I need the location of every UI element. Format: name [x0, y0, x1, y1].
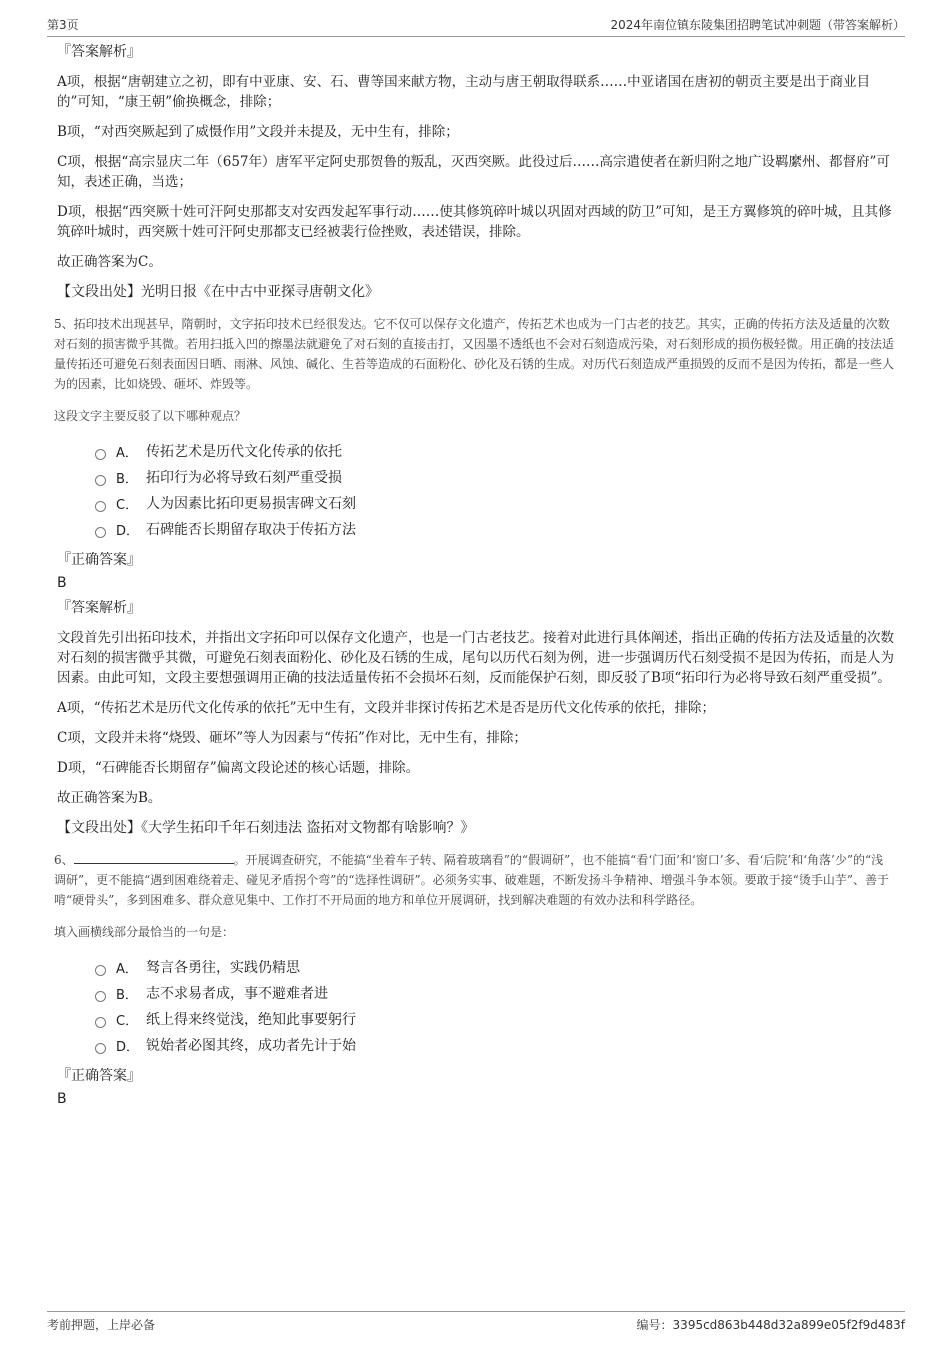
option-c[interactable] [95, 490, 897, 516]
analysis-paragraph: B项，“对西突厥起到了威慑作用”文段并未提及，无中生有，排除； [57, 124, 459, 140]
document-title: 2024年南位镇东陵集团招聘笔试冲刺题（带答案解析） [610, 18, 905, 32]
option-text: 锐始者必图其终，成功者先计于始 [146, 1038, 356, 1054]
radio-icon[interactable] [95, 965, 106, 976]
option-letter: A． [116, 961, 138, 977]
question-5-text: 5、拓印技术出现甚早，隋朝时，文字拓印技术已经很发达。它不仅可以保存文化遗产，传拓艺术也成为一门古老的技艺。其实，正确的传拓方法及适量的次数对石刻的损害微乎其微。若用扫抵入凹的擦墨法就避免了对石刻的直接击打，又因墨不透纸也不会对石刻造成污染，对石刻形成的损伤极轻微。用正确的技法适量传拓还可避免石刻表面因日晒、雨淋、风蚀、碱化、生苔等造成的石面粉化、砂化及石锈的生成。对历代石刻造成严重损毁的反而不是因为传拓，都是一些人为的因素，比如烧毁、砸坏、炸毁等。 [54, 317, 895, 391]
option-c[interactable] [95, 1006, 897, 1032]
analysis-paragraph: A项，“传拓艺术是历代文化传承的依托”无中生有，文段并非探讨传拓艺术是否是历代文化传承的依托，排除； [57, 700, 716, 716]
option-text: 志不求易者成，事不避难者进 [146, 986, 328, 1002]
source-citation: 【文段出处】光明日报《在中古中亚探寻唐朝文化》 [57, 284, 379, 300]
radio-icon[interactable] [95, 475, 106, 486]
radio-icon[interactable] [95, 991, 106, 1002]
analysis-paragraph: A项，根据“唐朝建立之初，即有中亚康、安、石、曹等国来献方物，主动与唐王朝取得联系……中亚诸国在唐初的朝贡主要是出于商业目的”可知，“康王朝”偷换概念，排除； [57, 74, 871, 110]
option-b[interactable] [95, 980, 897, 1006]
source-citation: 【文段出处】《大学生拓印千年石刻违法 盗拓对文物都有啥影响？》 [57, 820, 475, 836]
option-d[interactable] [95, 516, 897, 542]
option-text: 石碑能否长期留存取决于传拓方法 [146, 522, 356, 538]
analysis-paragraph: C项，根据“高宗显庆二年（657年）唐军平定阿史那贺鲁的叛乱，灭西突厥。此役过后……高宗遣使者在新归附之地广设羁縻州、都督府”可知，表述正确，当选； [57, 154, 890, 190]
question-5-options [57, 438, 897, 542]
document-body [54, 42, 897, 1114]
radio-icon[interactable] [95, 527, 106, 538]
analysis-paragraph: C项，文段并未将“烧毁、砸坏”等人为因素与“传拓”作对比，无中生有，排除； [57, 730, 527, 746]
option-letter: B． [116, 471, 138, 487]
footer-slogan: 考前押题，上岸必备 [47, 1318, 156, 1332]
radio-icon[interactable] [95, 449, 106, 460]
question-6-body: 。开展调查研究，不能搞“坐着车子转、隔着玻璃看”的“假调研”，也不能搞“看‘门面’和‘窗口’多、看‘后院’和‘角落’少”的“浅调研”，更不能搞“遇到困难绕着走、碰见矛盾拐个弯”的“选择性调研”。必须务实事、破难题，不断发扬斗争精神、增强斗争本领。要敢于接“烫手山芋”、善于啃“硬骨头”，多到困难多、群众意见集中、工作打不开局面的地方和单位开展调研，找到解决难题的有效办法和科学路径。 [54, 853, 889, 907]
radio-icon[interactable] [95, 501, 106, 512]
analysis-paragraph: D项，根据“西突厥十姓可汗阿史那都支对安西发起军事行动……使其修筑碎叶城以巩固对西域的防卫”可知，是王方翼修筑的碎叶城，且其修筑碎叶城时，西突厥十姓可汗阿史那都支已经被裴行俭挫败，表述错误，排除。 [57, 204, 892, 240]
correct-answer-label: 『正确答案』 [57, 1068, 141, 1084]
question-6-prompt: 填入画横线部分最恰当的一句是： [54, 925, 235, 939]
option-text: 传拓艺术是历代文化传承的依托 [146, 444, 342, 460]
fill-blank [74, 851, 234, 864]
question-6-text [54, 850, 894, 910]
page-header [47, 14, 905, 37]
correct-answer: B [57, 575, 67, 591]
analysis-conclusion: 故正确答案为C。 [57, 254, 162, 270]
analysis-conclusion: 故正确答案为B。 [57, 790, 162, 806]
option-text: 人为因素比拓印更易损害碑文石刻 [146, 496, 356, 512]
page-number: 第3页 [47, 18, 79, 32]
option-letter: C． [116, 1013, 139, 1029]
analysis-label: 『答案解析』 [57, 600, 141, 616]
correct-answer: B [57, 1091, 67, 1107]
option-letter: D． [116, 523, 140, 539]
option-letter: B． [116, 987, 138, 1003]
radio-icon[interactable] [95, 1017, 106, 1028]
correct-answer-label: 『正确答案』 [57, 552, 141, 568]
radio-icon[interactable] [95, 1043, 106, 1054]
option-a[interactable] [95, 438, 897, 464]
analysis-paragraph: D项，“石碑能否长期留存”偏离文段论述的核心话题，排除。 [57, 760, 420, 776]
option-letter: C． [116, 497, 139, 513]
option-text: 驽言各勇往，实践仍精思 [146, 960, 300, 976]
option-a[interactable] [95, 954, 897, 980]
analysis-label: 『答案解析』 [57, 44, 141, 60]
question-5-prompt: 这段文字主要反驳了以下哪种观点？ [54, 409, 247, 423]
option-text: 拓印行为必将导致石刻严重受损 [146, 470, 342, 486]
option-d[interactable] [95, 1032, 897, 1058]
question-6-options [57, 954, 897, 1058]
document-id: 编号：3395cd863b448d32a899e05f2f9d483f [636, 1318, 905, 1332]
option-b[interactable] [95, 464, 897, 490]
option-letter: A． [116, 445, 138, 461]
analysis-paragraph: 文段首先引出拓印技术，并指出文字拓印可以保存文化遗产，也是一门古老技艺。接着对此进行具体阐述，指出正确的传拓方法及适量的次数对石刻的损害微乎其微，可避免石刻表面粉化、砂化及石锈的生成，尾句以历代石刻为例，进一步强调历代石刻受损不是因为传拓，而是人为因素。由此可知，文段主要想强调用正确的技法适量传拓不会损坏石刻，反而能保护石刻，即反驳了B项“拓印行为必将导致石刻严重受损”。 [57, 630, 894, 686]
option-letter: D． [116, 1039, 140, 1055]
question-number: 6、 [54, 853, 74, 867]
page-footer [47, 1311, 905, 1338]
option-text: 纸上得来终觉浅，绝知此事要躬行 [146, 1012, 356, 1028]
